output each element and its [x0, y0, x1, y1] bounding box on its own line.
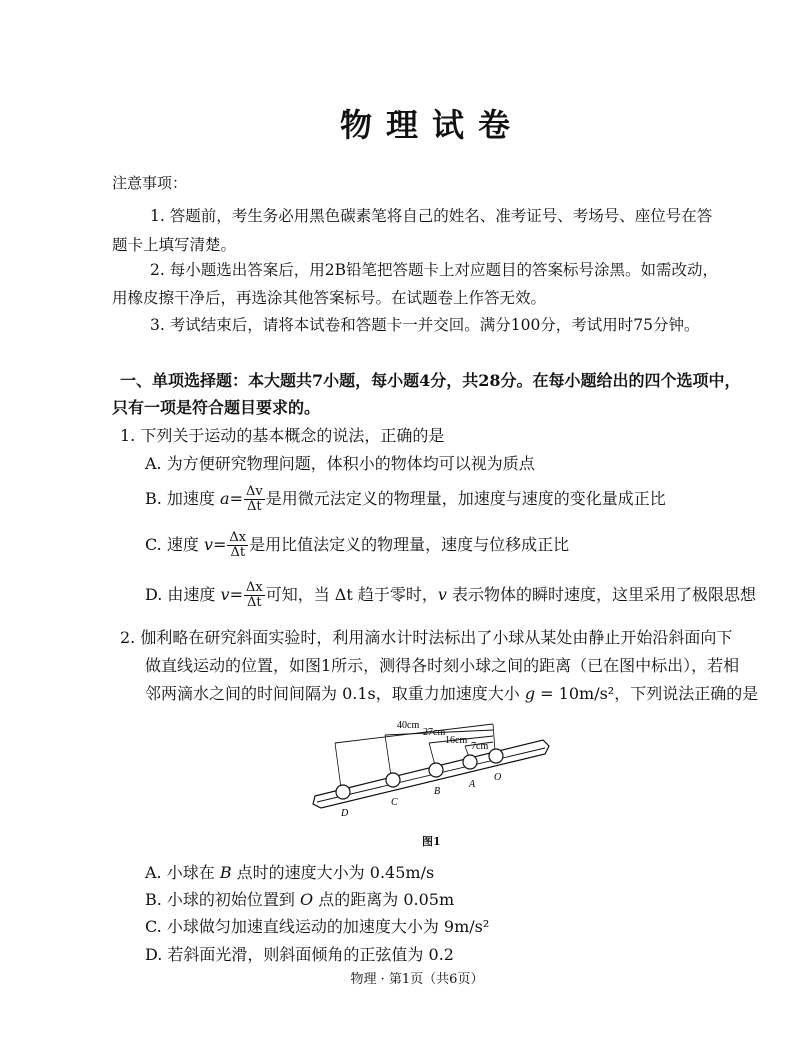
q1-d-fraction: [244, 581, 265, 610]
q1-d-denominator: Δt: [247, 595, 262, 610]
label-point-d: D: [341, 808, 349, 819]
q2-stem-line-1: 2. 伽利略在研究斜面实验时，利用滴水计时法标出了小球从某处由静止开始沿斜面向下: [120, 628, 733, 647]
notice-heading: 注意事项：: [112, 174, 188, 192]
q1-b-fraction: [244, 485, 265, 514]
label-point-a: A: [469, 779, 476, 790]
label-point-b: B: [434, 786, 441, 797]
q2-line3-g: g: [524, 684, 536, 703]
q2-b-var: O: [300, 890, 314, 909]
q1-d-numerator: Δx: [245, 580, 263, 595]
ball-b: [429, 763, 443, 777]
label-point-c: C: [391, 797, 398, 808]
q1-d-mid: 可知，当 Δt 趋于零时，: [265, 585, 438, 604]
q2-line3-text: = 10m/s²，下列说法正确的是: [535, 684, 759, 703]
incline-figure: [305, 710, 555, 822]
q1-d-var2: v: [437, 585, 447, 604]
q1-d-text: 表示物体的瞬时速度，这里采用了极限思想: [446, 585, 757, 604]
q2-b-prefix: B. 小球的初始位置到: [145, 890, 301, 909]
q1-b-prefix: B. 加速度: [145, 489, 221, 508]
notice-line-1: 1. 答题前，考生务必用黑色碳素笔将自己的姓名、准考证号、考场号、座位号在答: [150, 207, 713, 225]
q1-b-numerator: Δv: [245, 484, 263, 499]
notice-line-3: 2. 每小题选出答案后，用2B铅笔把答题卡上对应题目的答案标号涂黑。如需改动，: [150, 261, 718, 279]
q1-d-prefix: D. 由速度: [145, 585, 221, 604]
q1-b-eq: =: [229, 489, 243, 508]
q1-c-fraction: [227, 531, 248, 560]
notice-line-4: 用橡皮擦干净后，再选涂其他答案标号。在试题卷上作答无效。: [112, 289, 547, 307]
label-27cm: 27cm: [423, 727, 446, 738]
q1-c-eq: =: [212, 535, 227, 554]
q2-a-text: 点时的速度大小为 0.45m/s: [231, 863, 435, 882]
q1-option-d: [145, 581, 756, 610]
label-40cm: 40cm: [397, 720, 420, 731]
q1-b-var: a: [220, 489, 230, 508]
q2-a-prefix: A. 小球在: [145, 863, 220, 882]
q2-line3-prefix: 邻两滴水之间的时间间隔为 0.1s，取重力加速度大小: [145, 684, 525, 703]
q1-c-numerator: Δx: [229, 530, 247, 545]
q2-b-text: 点的距离为 0.05m: [313, 890, 455, 909]
ball-o: [489, 749, 503, 763]
ball-a: [463, 755, 477, 769]
q2-a-var: B: [219, 863, 232, 882]
dim-ext-o: [493, 724, 495, 751]
q1-option-b: [145, 485, 666, 514]
section-heading-1: 一、单项选择题：本大题共7小题，每小题4分，共28分。在每小题给出的四个选项中，: [120, 371, 741, 390]
q1-c-prefix: C. 速度: [145, 535, 204, 554]
notice-line-2: 题卡上填写清楚。: [112, 236, 237, 254]
label-point-o: O: [494, 772, 502, 783]
q1-stem: 1. 下列关于运动的基本概念的说法，正确的是: [120, 426, 445, 445]
dim-ext-c: [385, 735, 391, 776]
q2-option-d: D. 若斜面光滑，则斜面倾角的正弦值为 0.2: [145, 945, 454, 964]
ball-d: [336, 785, 350, 799]
q2-option-b: [145, 887, 454, 910]
q2-option-a: [145, 860, 434, 883]
q1-d-eq: =: [229, 585, 243, 604]
page-title: 物理试卷: [339, 106, 524, 144]
q1-c-denominator: Δt: [230, 545, 246, 560]
q1-c-text: 是用比值法定义的物理量，速度与位移成正比: [249, 535, 570, 554]
q1-d-var: v: [220, 585, 230, 604]
ball-c: [386, 773, 400, 787]
q2-stem-line-3: [145, 681, 758, 704]
figure-caption: 图1: [422, 835, 441, 848]
q2-option-c: C. 小球做匀加速直线运动的加速度大小为 9m/s²: [145, 917, 490, 936]
section-heading-2: 只有一项是符合题目要求的。: [112, 398, 321, 417]
q1-b-denominator: Δt: [247, 499, 262, 514]
q1-b-text: 是用微元法定义的物理量，加速度与速度的变化量成正比: [265, 489, 666, 508]
page-footer: 物理 · 第1页（共6页）: [350, 972, 484, 987]
q1-option-c: [145, 531, 569, 560]
dim-ext-d: [335, 743, 341, 788]
q1-c-var: v: [203, 535, 213, 554]
label-16cm: 16cm: [445, 735, 468, 746]
q2-stem-line-2: 做直线运动的位置，如图1所示，测得各时刻小球之间的距离（已在图中标出），若相: [145, 656, 740, 675]
dim-ext-b: [429, 743, 435, 765]
label-7cm: 7cm: [471, 741, 489, 752]
q1-option-a: A. 为方便研究物理问题，体积小的物体均可以视为质点: [145, 454, 535, 473]
notice-line-5: 3. 考试结束后，请将本试卷和答题卡一并交回。满分100分，考试用时75分钟。: [150, 316, 700, 334]
